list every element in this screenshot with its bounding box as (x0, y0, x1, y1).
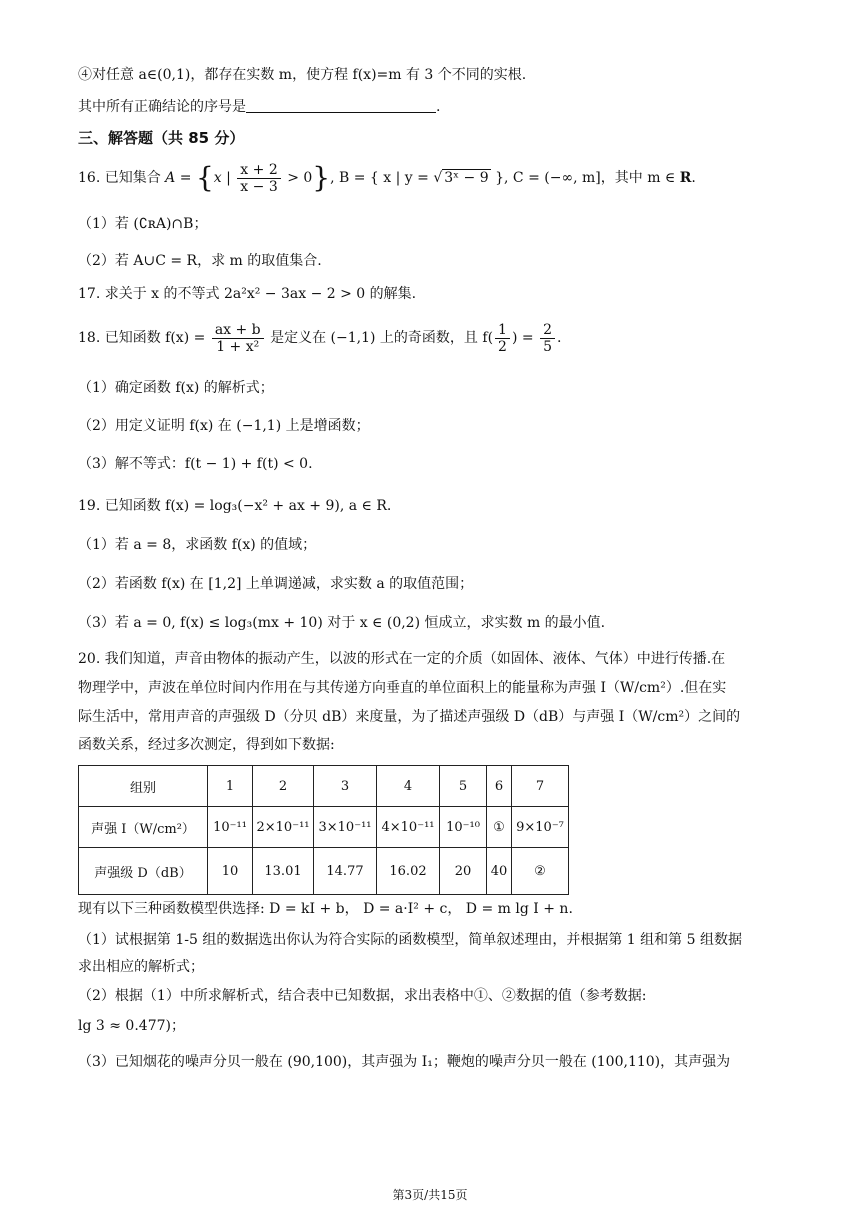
q16-fraction: $\frac{x + 2}{x - 3}$ (237, 162, 280, 195)
table-row: 声强级 D（dB） 10 13.01 14.77 16.02 20 40 ② (79, 848, 569, 895)
q20-intro-line3: 际生活中，常用声音的声强级 D（分贝 dB）来度量，为了描述声强级 D（dB）与声强 I（W/cm²）之间的 (78, 709, 741, 725)
q15-item4: ④对任意 a∈(0,1)，都存在实数 m，使方程 f(x)=m 有 3 个不同的实根. (78, 67, 527, 83)
q17-stem: 17. 求关于 x 的不等式 2a²x² − 3ax − 2 > 0 的解集. (78, 286, 417, 302)
q20-part3-line1: （3）已知烟花的噪声分贝一般在 (90,100)，其声强为 I₁；鞭炮的噪声分贝一般在 (100,110)，其声强为 (78, 1054, 731, 1070)
section-3-title: 三、解答题（共 85 分） (78, 129, 245, 147)
q20-part1-line1: （1）试根据第 1-5 组的数据选出你认为符合实际的函数模型，简单叙述理由，并根据第 1 组和第 5 组数据 (78, 932, 742, 948)
q19-stem: 19. 已知函数 f(x) = log₃(−x² + ax + 9), a ∈ R. (78, 498, 392, 514)
table-row: 组别 1 2 3 4 5 6 7 (79, 766, 569, 807)
q19-part1: （1）若 a = 8，求函数 f(x) 的值域； (78, 537, 317, 553)
answer-blank[interactable] (246, 98, 436, 113)
q15-answer-prompt: 其中所有正确结论的序号是 (78, 99, 246, 115)
q20-intro-line1: 20. 我们知道，声音由物体的振动产生，以波的形式在一定的介质（如固体、液体、气体）中进行传播.在 (78, 651, 726, 667)
q18-part3: （3）解不等式：f(t − 1) + f(t) < 0. (78, 456, 313, 472)
q19-part2: （2）若函数 f(x) 在 [1,2] 上单调递减，求实数 a 的取值范围； (78, 576, 474, 592)
q20-part2-line1: （2）根据（1）中所求解析式，结合表中已知数据，求出表格中①、②数据的值（参考数据: (78, 988, 647, 1004)
q18-part2: （2）用定义证明 f(x) 在 (−1,1) 上是增函数； (78, 418, 370, 434)
q20-models: 现有以下三种函数模型供选择: D = kI + b， D = a·I² + c， D = m lg I + n. (78, 901, 573, 917)
page-number: 第3页/共15页 (392, 1188, 468, 1202)
table-row: 声强 I（W/cm²） 10⁻¹¹ 2×10⁻¹¹ 3×10⁻¹¹ 4×10⁻¹¹ 10⁻¹⁰ ① 9×10⁻⁷ (79, 807, 569, 848)
q20-intro-line2: 物理学中，声波在单位时间内作用在与其传递方向垂直的单位面积上的能量称为声强 I（W/cm²）.但在实 (78, 680, 727, 696)
q16-part1: （1）若 (∁ʀA)∩B； (78, 216, 208, 232)
q20-data-table (78, 765, 569, 895)
q16-part2: （2）若 A∪C = R，求 m 的取值集合. (78, 253, 322, 269)
q20-part1-line2: 求出相应的解析式； (78, 959, 204, 975)
q19-part3: （3）若 a = 0, f(x) ≤ log₃(mx + 10) 对于 x ∈ (0,2) 恒成立，求实数 m 的最小值. (78, 615, 606, 631)
q18-stem: 18. 已知函数 f(x) = $\frac{ax + b}{\text{1 + x²}}$ 是定义在 (−1,1) 上的奇函数，且 f( $\frac{1}{2}$ ) = $\frac{2}{5}$ . (78, 321, 562, 355)
q16-stem: 16. 已知集合 A = {x | $\frac{x + 2}{x - 3}$ > 0}, B = { x | y = √ 3ˣ − 9 }, C = (−∞, m]，其中 m ∈ R. (78, 161, 696, 195)
q20-part2-line2: lg 3 ≈ 0.477)； (78, 1018, 185, 1034)
q20-intro-line4: 函数关系，经过多次测定，得到如下数据: (78, 737, 335, 753)
q18-part1: （1）确定函数 f(x) 的解析式； (78, 380, 274, 396)
q15-answer-line: 其中所有正确结论的序号是 . (78, 99, 441, 115)
